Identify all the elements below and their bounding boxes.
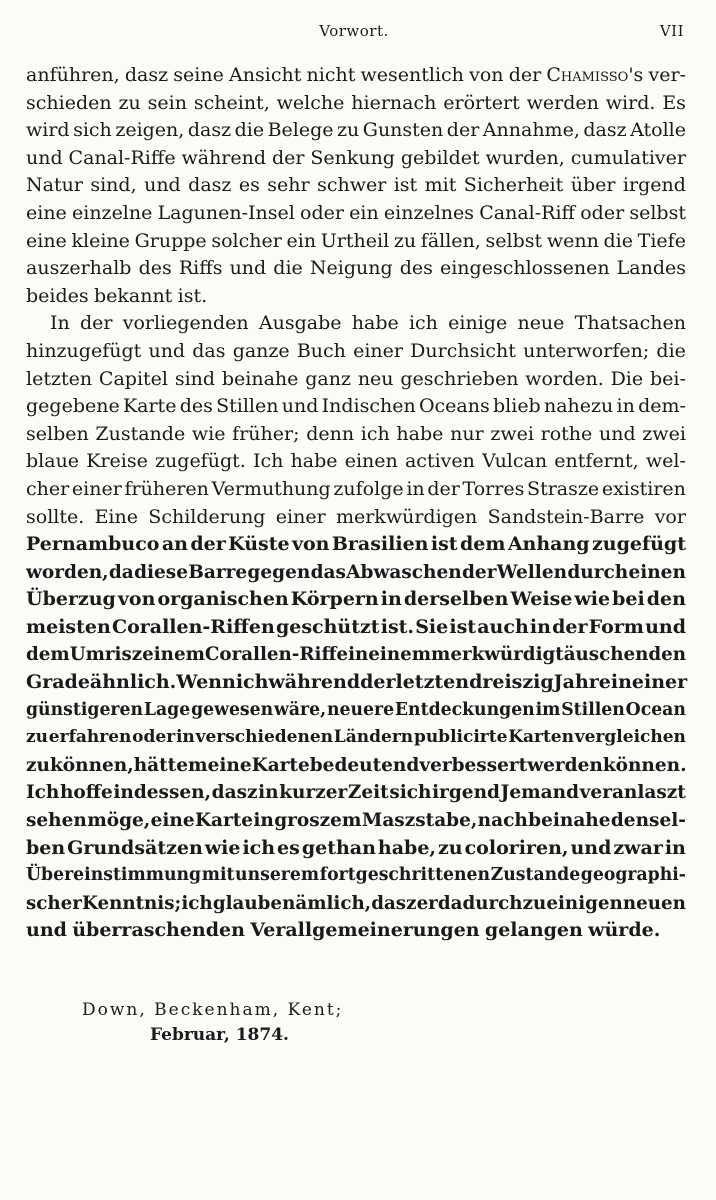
text-line-30: Übereinstimmung mit unserem fortgeschrittenen Zustande geographi- [26, 865, 686, 886]
text-line-23: Grade ähnlich. Wenn ich während der letzten dreiszig Jahre in einer [26, 671, 688, 694]
text-line-32: und überraschenden Verallgemeinerungen gelangen würde. [26, 919, 661, 942]
text-line-16: cher einer früheren Vermuthung zufolge in der Torres Strasze existiren [26, 477, 686, 500]
text-line-3: wird sich zeigen, dasz die Belege zu Gunsten der Annahme, dasz Atolle [26, 119, 686, 142]
text-line-29: ben Grundsätzen wie ich es gethan habe, zu coloriren, und zwar in [26, 836, 686, 859]
text-line-9: beides bekannt ist. [26, 284, 208, 307]
text-line-10: In der vorliegenden Ausgabe habe ich einige neue Thatsachen [50, 312, 686, 335]
text-line-20: Überzug von organischen Körpern in derselben Weise wie bei den [26, 588, 686, 611]
text-line-6: eine einzelne Lagunen-Insel oder ein einzelnes Canal-Riff oder selbst [26, 201, 686, 224]
preface-text [26, 62, 686, 945]
text-line-12: letzten Capitel sind beinahe ganz neu geschrieben worden. Die bei- [26, 367, 686, 390]
running-header [24, 22, 684, 46]
text-line-17: sollte. Eine Schilderung einer merkwürdigen Sandstein-Barre vor [26, 505, 686, 528]
text-line-24: günstigeren Lage gewesen wäre, neuere Entdeckungen im Stillen Ocean [26, 699, 686, 720]
page-number: VII [659, 22, 684, 40]
text-line-26: zu können, hätte meine Karte bedeutend verbessert werden können. [26, 754, 687, 776]
text-line-27: Ich hoffe indessen, dasz in kurzer Zeit sich irgend Jemand veranlaszt [26, 782, 686, 804]
signature-place: Down, Beckenham, Kent; [82, 1000, 344, 1020]
text-line-1: anführen, dasz seine Ansicht nicht wesentlich von der Chamisso's ver- [26, 64, 686, 86]
text-line-21: meisten Corallen-Riffen geschützt ist. Sie ist auch in der Form und [26, 615, 686, 638]
text-line-4: und Canal-Riffe während der Senkung gebildet wurden, cumulativer [26, 146, 686, 169]
text-line-31: scher Kenntnis; ich glaube nämlich, dasz er dadurch zu einigen neuen [26, 892, 686, 914]
text-line-7: eine kleine Gruppe solcher ein Urtheil zu fällen, selbst wenn die Tiefe [26, 229, 686, 252]
text-line-25: zu erfahren oder in verschiedenen Ländern publicirte Karten vergleichen [26, 727, 686, 748]
text-line-8: auszerhalb des Riffs und die Neigung des eingeschlossenen Landes [26, 257, 686, 280]
header-title: Vorwort. [319, 22, 389, 40]
text-line-28: sehen möge, eine Karte in groszem Maszstabe, nach beinahe densel- [26, 810, 686, 832]
text-line-18: Pernambuco an der Küste von Brasilien ist dem Anhang zugefügt [26, 533, 686, 556]
text-line-15: blaue Kreise zugefügt. Ich habe einen activen Vulcan entfernt, wel- [26, 450, 686, 473]
text-line-22: dem Umrisz einem Corallen-Riffe in einem merkwürdig täuschenden [26, 644, 686, 666]
text-line-5: Natur sind, und dasz es sehr schwer ist mit Sicherheit über irgend [26, 174, 686, 197]
text-line-2: schieden zu sein scheint, welche hiernach erörtert werden wird. Es [26, 91, 686, 114]
text-line-14: selben Zustande wie früher; denn ich habe nur zwei rothe und zwei [26, 422, 686, 445]
text-line-13: gegebene Karte des Stillen und Indischen Oceans blieb nahezu in dem- [26, 395, 686, 418]
text-line-11: hinzugefügt und das ganze Buch einer Durchsicht unterworfen; die [26, 339, 686, 362]
text-line-19: worden, da diese Barre gegen das Abwaschen der Wellen durch einen [26, 561, 686, 583]
signature-date: Februar, 1874. [150, 1025, 289, 1045]
